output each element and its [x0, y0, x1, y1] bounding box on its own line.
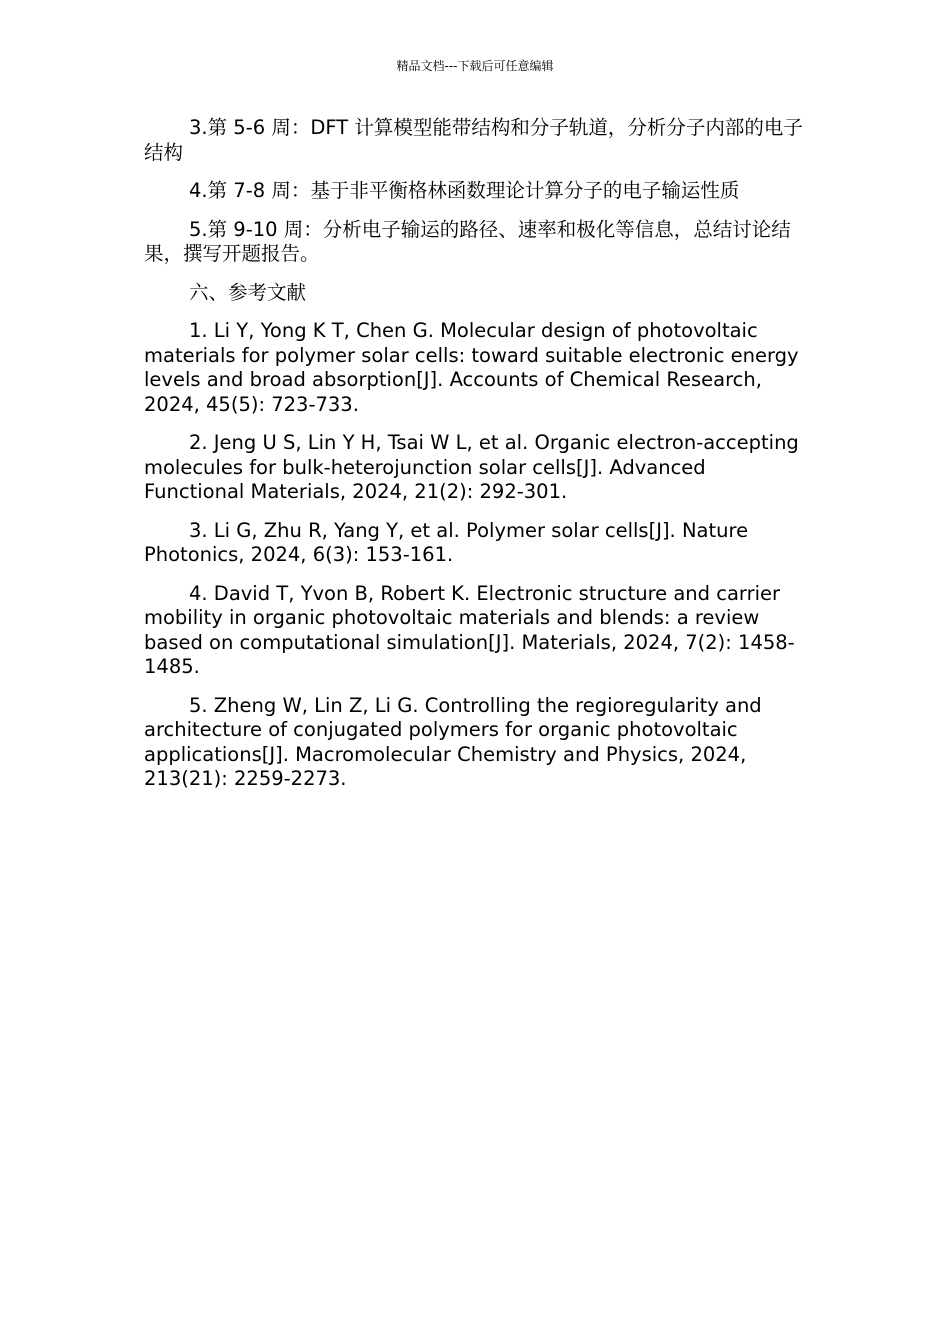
reference-item-2: 2. Jeng U S, Lin Y H, Tsai W L, et al. Organic electron-accepting molecules for bulk-heterojunction solar cells[J]. Advanced Functional Materials, 2024, 21(2): 292-301.	[144, 431, 799, 503]
page-header: 精品文档---下载后可任意编辑	[396, 59, 554, 73]
document-body	[144, 116, 810, 806]
schedule-item-weeks-7-8: 4.第 7-8 周：基于非平衡格林函数理论计算分子的电子输运性质	[189, 179, 740, 202]
reference-item-5: 5. Zheng W, Lin Z, Li G. Controlling the regioregularity and architecture of conjugated polymers for organic photovoltaic applications[J]. Macromolecular Chemistry and Physics, 2024, 213(21): 2259-2273.	[144, 693, 762, 790]
reference-item-4: 4. David T, Yvon B, Robert K. Electronic structure and carrier mobility in organic photovoltaic materials and blends: a review based on computational simulation[J]. Materials, 2024, 7(2): 1458-1485.	[144, 581, 795, 678]
reference-item-3: 3. Li G, Zhu R, Yang Y, et al. Polymer solar cells[J]. Nature Photonics, 2024, 6(3): 153-161.	[144, 518, 749, 566]
schedule-item-weeks-9-10: 5.第 9-10 周：分析电子输运的路径、速率和极化等信息，总结讨论结果，撰写开题报告。	[144, 217, 791, 265]
references-heading: 六、参考文献	[189, 280, 307, 304]
reference-item-1: 1. Li Y, Yong K T, Chen G. Molecular design of photovoltaic materials for polymer solar cells: toward suitable electronic energy levels and broad absorption[J]. Accounts of Chemical Research, 2024, 45(5): 723-733.	[144, 319, 799, 416]
schedule-item-weeks-5-6: 3.第 5-6 周：DFT 计算模型能带结构和分子轨道，分析分子内部的电子结构	[144, 116, 803, 164]
